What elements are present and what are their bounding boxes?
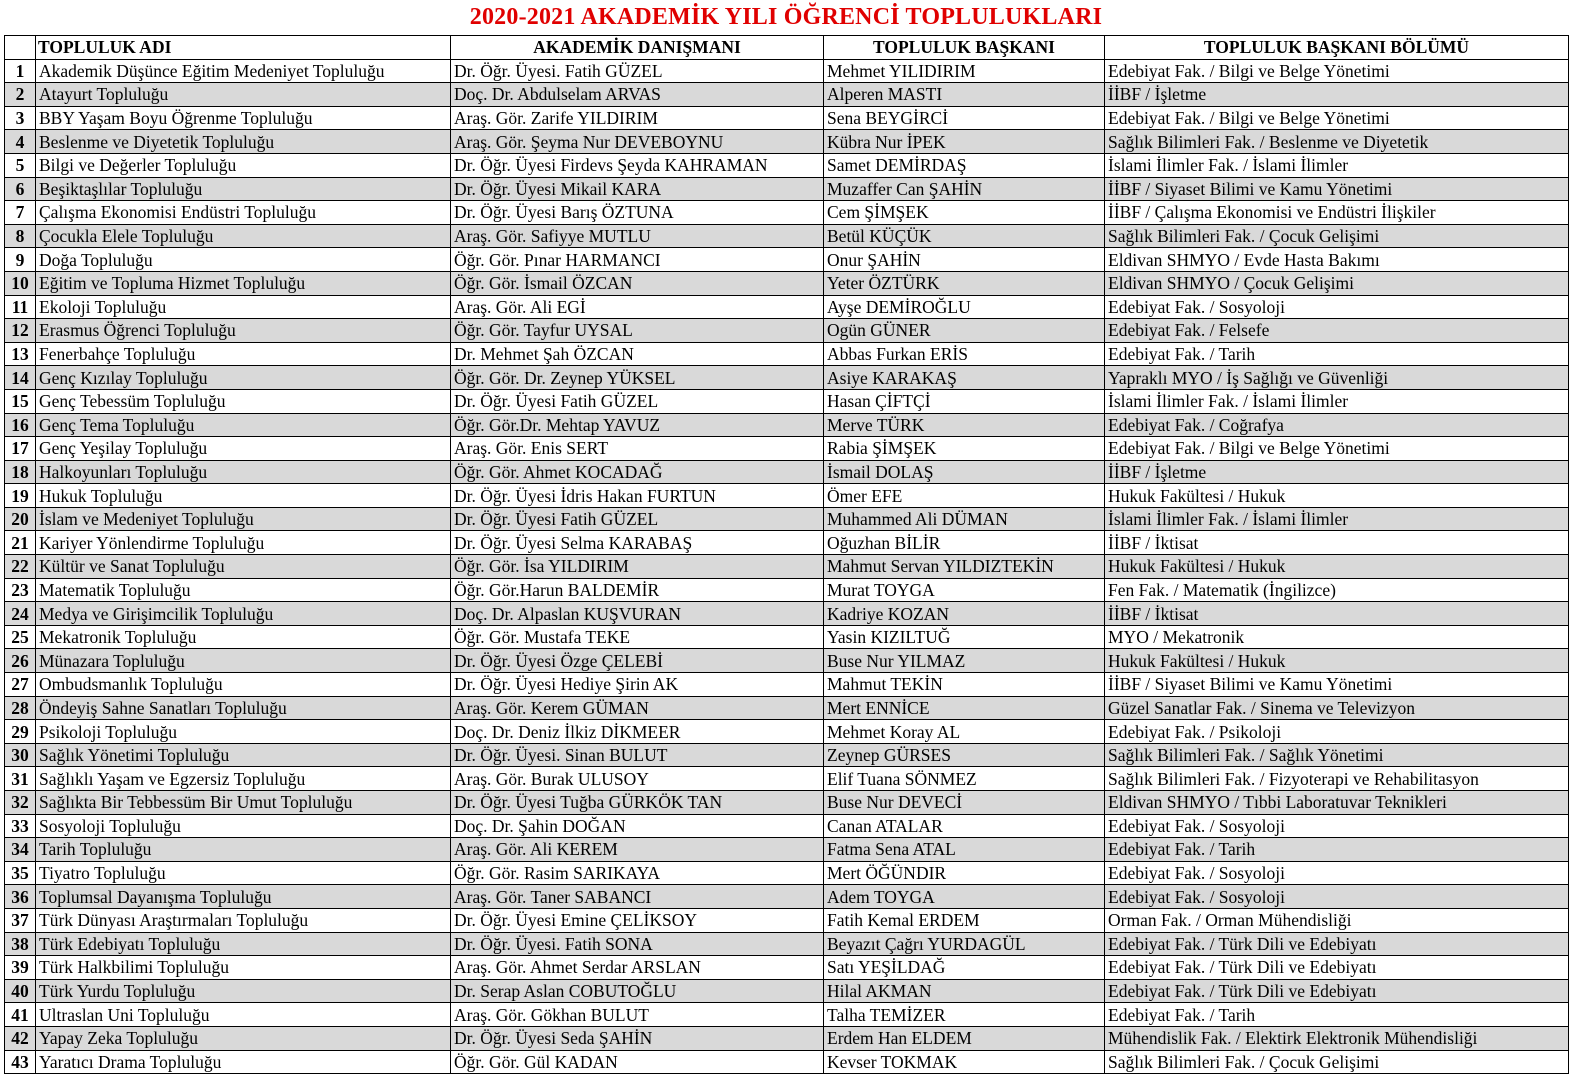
row-number: 27 xyxy=(5,673,36,697)
president-name: Muzaffer Can ŞAHİN xyxy=(824,177,1105,201)
community-name: Yapay Zeka Topluluğu xyxy=(36,1026,451,1050)
community-name: Erasmus Öğrenci Topluluğu xyxy=(36,319,451,343)
president-name: Mert ÖĞÜNDIR xyxy=(824,861,1105,885)
row-number: 13 xyxy=(5,342,36,366)
table-row xyxy=(5,83,1569,107)
table-row xyxy=(5,437,1569,461)
community-name: Kültür ve Sanat Topluluğu xyxy=(36,555,451,579)
president-name: Kadriye KOZAN xyxy=(824,602,1105,626)
president-department: İslami İlimler Fak. / İslami İlimler xyxy=(1105,507,1569,531)
row-number: 22 xyxy=(5,555,36,579)
community-name: Türk Halkbilimi Topluluğu xyxy=(36,956,451,980)
advisor-name: Doç. Dr. Alpaslan KUŞVURAN xyxy=(451,602,824,626)
president-department: Edebiyat Fak. / Tarih xyxy=(1105,1003,1569,1027)
communities-table xyxy=(4,35,1569,1074)
row-number: 24 xyxy=(5,602,36,626)
row-number: 30 xyxy=(5,743,36,767)
president-name: Ogün GÜNER xyxy=(824,319,1105,343)
community-name: Atayurt Topluluğu xyxy=(36,83,451,107)
president-name: Kübra Nur İPEK xyxy=(824,130,1105,154)
community-name: Yaratıcı Drama Topluluğu xyxy=(36,1050,451,1074)
header-no xyxy=(5,36,36,60)
table-row xyxy=(5,767,1569,791)
president-name: Muhammed Ali DÜMAN xyxy=(824,507,1105,531)
row-number: 4 xyxy=(5,130,36,154)
president-department: Eldivan SHMYO / Evde Hasta Bakımı xyxy=(1105,248,1569,272)
table-row xyxy=(5,578,1569,602)
president-name: Sena BEYGİRCİ xyxy=(824,106,1105,130)
community-name: Matematik Topluluğu xyxy=(36,578,451,602)
row-number: 28 xyxy=(5,696,36,720)
advisor-name: Araş. Gör. Şeyma Nur DEVEBOYNU xyxy=(451,130,824,154)
table-row xyxy=(5,201,1569,225)
table-row xyxy=(5,720,1569,744)
advisor-name: Dr. Öğr. Üyesi. Fatih GÜZEL xyxy=(451,59,824,83)
row-number: 21 xyxy=(5,531,36,555)
table-row xyxy=(5,342,1569,366)
president-department: Edebiyat Fak. / Bilgi ve Belge Yönetimi xyxy=(1105,437,1569,461)
advisor-name: Öğr. Gör.Dr. Mehtap YAVUZ xyxy=(451,413,824,437)
president-name: Kevser TOKMAK xyxy=(824,1050,1105,1074)
row-number: 18 xyxy=(5,460,36,484)
president-department: İslami İlimler Fak. / İslami İlimler xyxy=(1105,153,1569,177)
community-name: Ultraslan Uni Topluluğu xyxy=(36,1003,451,1027)
table-row xyxy=(5,649,1569,673)
community-name: Bilgi ve Değerler Topluluğu xyxy=(36,153,451,177)
table-row xyxy=(5,673,1569,697)
row-number: 15 xyxy=(5,389,36,413)
row-number: 6 xyxy=(5,177,36,201)
row-number: 10 xyxy=(5,271,36,295)
advisor-name: Dr. Öğr. Üyesi Emine ÇELİKSOY xyxy=(451,908,824,932)
table-row xyxy=(5,295,1569,319)
president-department: İslami İlimler Fak. / İslami İlimler xyxy=(1105,389,1569,413)
row-number: 42 xyxy=(5,1026,36,1050)
advisor-name: Araş. Gör. Enis SERT xyxy=(451,437,824,461)
president-name: Samet DEMİRDAŞ xyxy=(824,153,1105,177)
table-row xyxy=(5,885,1569,909)
president-department: Eldivan SHMYO / Tıbbi Laboratuvar Teknikleri xyxy=(1105,791,1569,815)
table-row xyxy=(5,743,1569,767)
president-name: Zeynep GÜRSES xyxy=(824,743,1105,767)
advisor-name: Dr. Öğr. Üyesi İdris Hakan FURTUN xyxy=(451,484,824,508)
president-department: Eldivan SHMYO / Çocuk Gelişimi xyxy=(1105,271,1569,295)
advisor-name: Öğr. Gör. Mustafa TEKE xyxy=(451,625,824,649)
president-department: Sağlık Bilimleri Fak. / Sağlık Yönetimi xyxy=(1105,743,1569,767)
president-department: Edebiyat Fak. / Sosyoloji xyxy=(1105,861,1569,885)
row-number: 31 xyxy=(5,767,36,791)
row-number: 1 xyxy=(5,59,36,83)
president-department: Edebiyat Fak. / Türk Dili ve Edebiyatı xyxy=(1105,956,1569,980)
row-number: 41 xyxy=(5,1003,36,1027)
table-row xyxy=(5,838,1569,862)
president-name: Ömer EFE xyxy=(824,484,1105,508)
president-department: İİBF / İşletme xyxy=(1105,460,1569,484)
row-number: 37 xyxy=(5,908,36,932)
president-department: Edebiyat Fak. / Tarih xyxy=(1105,838,1569,862)
advisor-name: Dr. Öğr. Üyesi Barış ÖZTUNA xyxy=(451,201,824,225)
community-name: Kariyer Yönlendirme Topluluğu xyxy=(36,531,451,555)
table-row xyxy=(5,932,1569,956)
row-number: 9 xyxy=(5,248,36,272)
community-name: Doğa Topluluğu xyxy=(36,248,451,272)
table-row xyxy=(5,1003,1569,1027)
table-row xyxy=(5,814,1569,838)
row-number: 19 xyxy=(5,484,36,508)
table-row xyxy=(5,460,1569,484)
president-name: Fatih Kemal ERDEM xyxy=(824,908,1105,932)
table-row xyxy=(5,319,1569,343)
president-department: Edebiyat Fak. / Bilgi ve Belge Yönetimi xyxy=(1105,59,1569,83)
community-name: Sağlıkta Bir Tebbessüm Bir Umut Topluluğu xyxy=(36,791,451,815)
advisor-name: Dr. Öğr. Üyesi Fatih GÜZEL xyxy=(451,389,824,413)
advisor-name: Doç. Dr. Şahin DOĞAN xyxy=(451,814,824,838)
table-row xyxy=(5,602,1569,626)
president-department: Hukuk Fakültesi / Hukuk xyxy=(1105,484,1569,508)
table-row xyxy=(5,555,1569,579)
row-number: 7 xyxy=(5,201,36,225)
advisor-name: Dr. Öğr. Üyesi Tuğba GÜRKÖK TAN xyxy=(451,791,824,815)
president-name: Abbas Furkan ERİS xyxy=(824,342,1105,366)
community-name: İslam ve Medeniyet Topluluğu xyxy=(36,507,451,531)
row-number: 20 xyxy=(5,507,36,531)
advisor-name: Doç. Dr. Abdulselam ARVAS xyxy=(451,83,824,107)
president-department: Edebiyat Fak. / Bilgi ve Belge Yönetimi xyxy=(1105,106,1569,130)
president-department: İİBF / İktisat xyxy=(1105,602,1569,626)
advisor-name: Araş. Gör. Gökhan BULUT xyxy=(451,1003,824,1027)
header-president-department: TOPLULUK BAŞKANI BÖLÜMÜ xyxy=(1105,36,1569,60)
advisor-name: Dr. Öğr. Üyesi. Sinan BULUT xyxy=(451,743,824,767)
table-row xyxy=(5,1026,1569,1050)
header-row xyxy=(5,36,1569,60)
advisor-name: Öğr. Gör. Tayfur UYSAL xyxy=(451,319,824,343)
president-name: Asiye KARAKAŞ xyxy=(824,366,1105,390)
advisor-name: Öğr. Gör. Dr. Zeynep YÜKSEL xyxy=(451,366,824,390)
president-department: Edebiyat Fak. / Sosyoloji xyxy=(1105,814,1569,838)
advisor-name: Araş. Gör. Burak ULUSOY xyxy=(451,767,824,791)
president-name: Mert ENNİCE xyxy=(824,696,1105,720)
page-title: 2020-2021 AKADEMİK YILI ÖĞRENCİ TOPLULUKLARI xyxy=(469,4,1103,30)
community-name: Genç Yeşilay Topluluğu xyxy=(36,437,451,461)
row-number: 11 xyxy=(5,295,36,319)
row-number: 2 xyxy=(5,83,36,107)
president-name: Satı YEŞİLDAĞ xyxy=(824,956,1105,980)
president-name: Adem TOYGA xyxy=(824,885,1105,909)
advisor-name: Araş. Gör. Kerem GÜMAN xyxy=(451,696,824,720)
table-row xyxy=(5,791,1569,815)
community-name: Tarih Topluluğu xyxy=(36,838,451,862)
president-name: Alperen MASTI xyxy=(824,83,1105,107)
table-row xyxy=(5,366,1569,390)
advisor-name: Dr. Öğr. Üyesi Firdevs Şeyda KAHRAMAN xyxy=(451,153,824,177)
row-number: 38 xyxy=(5,932,36,956)
advisor-name: Dr. Öğr. Üyesi. Fatih SONA xyxy=(451,932,824,956)
community-name: Öndeyiş Sahne Sanatları Topluluğu xyxy=(36,696,451,720)
advisor-name: Araş. Gör. Safiyye MUTLU xyxy=(451,224,824,248)
community-name: Beslenme ve Diyetetik Topluluğu xyxy=(36,130,451,154)
advisor-name: Öğr. Gör.Harun BALDEMİR xyxy=(451,578,824,602)
row-number: 17 xyxy=(5,437,36,461)
table-row xyxy=(5,979,1569,1003)
row-number: 16 xyxy=(5,413,36,437)
row-number: 5 xyxy=(5,153,36,177)
president-department: İİBF / Siyaset Bilimi ve Kamu Yönetimi xyxy=(1105,177,1569,201)
table-row xyxy=(5,130,1569,154)
advisor-name: Dr. Öğr. Üyesi Seda ŞAHİN xyxy=(451,1026,824,1050)
advisor-name: Dr. Öğr. Üyesi Özge ÇELEBİ xyxy=(451,649,824,673)
advisor-name: Dr. Öğr. Üyesi Mikail KARA xyxy=(451,177,824,201)
president-department: Sağlık Bilimleri Fak. / Çocuk Gelişimi xyxy=(1105,224,1569,248)
president-name: Cem ŞİMŞEK xyxy=(824,201,1105,225)
table-row xyxy=(5,248,1569,272)
row-number: 12 xyxy=(5,319,36,343)
advisor-name: Araş. Gör. Zarife YILDIRIM xyxy=(451,106,824,130)
president-department: Sağlık Bilimleri Fak. / Beslenme ve Diyetetik xyxy=(1105,130,1569,154)
table-row xyxy=(5,484,1569,508)
president-name: Yeter ÖZTÜRK xyxy=(824,271,1105,295)
president-department: Mühendislik Fak. / Elektirk Elektronik Mühendisliği xyxy=(1105,1026,1569,1050)
table-row xyxy=(5,861,1569,885)
president-department: İİBF / İktisat xyxy=(1105,531,1569,555)
row-number: 25 xyxy=(5,625,36,649)
president-department: İİBF / Çalışma Ekonomisi ve Endüstri İlişkiler xyxy=(1105,201,1569,225)
community-name: Türk Yurdu Topluluğu xyxy=(36,979,451,1003)
row-number: 35 xyxy=(5,861,36,885)
president-department: İİBF / Siyaset Bilimi ve Kamu Yönetimi xyxy=(1105,673,1569,697)
president-name: Oğuzhan BİLİR xyxy=(824,531,1105,555)
president-department: Edebiyat Fak. / Sosyoloji xyxy=(1105,295,1569,319)
community-name: Toplumsal Dayanışma Topluluğu xyxy=(36,885,451,909)
advisor-name: Araş. Gör. Ahmet Serdar ARSLAN xyxy=(451,956,824,980)
row-number: 26 xyxy=(5,649,36,673)
table-row xyxy=(5,271,1569,295)
president-department: Edebiyat Fak. / Türk Dili ve Edebiyatı xyxy=(1105,932,1569,956)
president-name: Erdem Han ELDEM xyxy=(824,1026,1105,1050)
advisor-name: Araş. Gör. Taner SABANCI xyxy=(451,885,824,909)
president-name: Hasan ÇİFTÇİ xyxy=(824,389,1105,413)
president-name: Merve TÜRK xyxy=(824,413,1105,437)
row-number: 29 xyxy=(5,720,36,744)
president-name: Yasin KIZILTUĞ xyxy=(824,625,1105,649)
advisor-name: Dr. Mehmet Şah ÖZCAN xyxy=(451,342,824,366)
community-name: Tiyatro Topluluğu xyxy=(36,861,451,885)
president-department: Edebiyat Fak. / Psikoloji xyxy=(1105,720,1569,744)
table-row xyxy=(5,531,1569,555)
table-row xyxy=(5,1050,1569,1074)
advisor-name: Araş. Gör. Ali KEREM xyxy=(451,838,824,862)
president-name: Buse Nur YILMAZ xyxy=(824,649,1105,673)
community-name: Hukuk Topluluğu xyxy=(36,484,451,508)
community-name: Eğitim ve Topluma Hizmet Topluluğu xyxy=(36,271,451,295)
president-name: Fatma Sena ATAL xyxy=(824,838,1105,862)
president-name: Ayşe DEMİROĞLU xyxy=(824,295,1105,319)
community-name: Çalışma Ekonomisi Endüstri Topluluğu xyxy=(36,201,451,225)
table-row xyxy=(5,106,1569,130)
advisor-name: Öğr. Gör. Gül KADAN xyxy=(451,1050,824,1074)
president-name: Murat TOYGA xyxy=(824,578,1105,602)
president-name: Mehmet YILIDIRIM xyxy=(824,59,1105,83)
president-department: Edebiyat Fak. / Felsefe xyxy=(1105,319,1569,343)
community-name: Türk Edebiyatı Topluluğu xyxy=(36,932,451,956)
president-department: Orman Fak. / Orman Mühendisliği xyxy=(1105,908,1569,932)
header-advisor: AKADEMİK DANIŞMANI xyxy=(451,36,824,60)
community-name: Sağlık Yönetimi Topluluğu xyxy=(36,743,451,767)
community-name: Çocukla Elele Topluluğu xyxy=(36,224,451,248)
community-name: Genç Tema Topluluğu xyxy=(36,413,451,437)
community-name: Akademik Düşünce Eğitim Medeniyet Topluluğu xyxy=(36,59,451,83)
president-name: Onur ŞAHİN xyxy=(824,248,1105,272)
row-number: 8 xyxy=(5,224,36,248)
table-row xyxy=(5,908,1569,932)
president-name: Buse Nur DEVECİ xyxy=(824,791,1105,815)
header-president: TOPLULUK BAŞKANI xyxy=(824,36,1105,60)
president-department: Edebiyat Fak. / Coğrafya xyxy=(1105,413,1569,437)
president-name: Mahmut Servan YILDIZTEKİN xyxy=(824,555,1105,579)
row-number: 39 xyxy=(5,956,36,980)
table-row xyxy=(5,153,1569,177)
community-name: Türk Dünyası Araştırmaları Topluluğu xyxy=(36,908,451,932)
community-name: Ekoloji Topluluğu xyxy=(36,295,451,319)
table-row xyxy=(5,956,1569,980)
community-name: Beşiktaşlılar Topluluğu xyxy=(36,177,451,201)
table-row xyxy=(5,413,1569,437)
president-department: Sağlık Bilimleri Fak. / Çocuk Gelişimi xyxy=(1105,1050,1569,1074)
advisor-name: Öğr. Gör. Rasim SARIKAYA xyxy=(451,861,824,885)
community-name: Psikoloji Topluluğu xyxy=(36,720,451,744)
table-row xyxy=(5,507,1569,531)
president-name: Hilal AKMAN xyxy=(824,979,1105,1003)
advisor-name: Dr. Serap Aslan COBUTOĞLU xyxy=(451,979,824,1003)
advisor-name: Araş. Gör. Ali EGİ xyxy=(451,295,824,319)
president-name: Rabia ŞİMŞEK xyxy=(824,437,1105,461)
advisor-name: Doç. Dr. Deniz İlkiz DİKMEER xyxy=(451,720,824,744)
advisor-name: Dr. Öğr. Üyesi Fatih GÜZEL xyxy=(451,507,824,531)
advisor-name: Öğr. Gör. Ahmet KOCADAĞ xyxy=(451,460,824,484)
community-name: Münazara Topluluğu xyxy=(36,649,451,673)
president-department: Edebiyat Fak. / Tarih xyxy=(1105,342,1569,366)
row-number: 33 xyxy=(5,814,36,838)
community-name: BBY Yaşam Boyu Öğrenme Topluluğu xyxy=(36,106,451,130)
community-name: Sosyoloji Topluluğu xyxy=(36,814,451,838)
president-department: Hukuk Fakültesi / Hukuk xyxy=(1105,649,1569,673)
president-name: Talha TEMİZER xyxy=(824,1003,1105,1027)
table-row xyxy=(5,177,1569,201)
president-name: Canan ATALAR xyxy=(824,814,1105,838)
table-row xyxy=(5,389,1569,413)
president-department: Edebiyat Fak. / Sosyoloji xyxy=(1105,885,1569,909)
president-name: Betül KÜÇÜK xyxy=(824,224,1105,248)
row-number: 32 xyxy=(5,791,36,815)
president-department: Hukuk Fakültesi / Hukuk xyxy=(1105,555,1569,579)
president-name: Beyazıt Çağrı YURDAGÜL xyxy=(824,932,1105,956)
row-number: 23 xyxy=(5,578,36,602)
community-name: Genç Kızılay Topluluğu xyxy=(36,366,451,390)
row-number: 14 xyxy=(5,366,36,390)
community-name: Medya ve Girişimcilik Topluluğu xyxy=(36,602,451,626)
community-name: Mekatronik Topluluğu xyxy=(36,625,451,649)
president-department: Fen Fak. / Matematik (İngilizce) xyxy=(1105,578,1569,602)
president-department: İİBF / İşletme xyxy=(1105,83,1569,107)
president-name: Mahmut TEKİN xyxy=(824,673,1105,697)
advisor-name: Dr. Öğr. Üyesi Hediye Şirin AK xyxy=(451,673,824,697)
president-department: Yapraklı MYO / İş Sağlığı ve Güvenliği xyxy=(1105,366,1569,390)
community-name: Ombudsmanlık Topluluğu xyxy=(36,673,451,697)
table-row xyxy=(5,696,1569,720)
community-name: Sağlıklı Yaşam ve Egzersiz Topluluğu xyxy=(36,767,451,791)
president-department: Edebiyat Fak. / Türk Dili ve Edebiyatı xyxy=(1105,979,1569,1003)
community-name: Fenerbahçe Topluluğu xyxy=(36,342,451,366)
advisor-name: Dr. Öğr. Üyesi Selma KARABAŞ xyxy=(451,531,824,555)
advisor-name: Öğr. Gör. Pınar HARMANCI xyxy=(451,248,824,272)
header-community-name: TOPLULUK ADI xyxy=(36,36,451,60)
president-name: İsmail DOLAŞ xyxy=(824,460,1105,484)
president-name: Mehmet Koray AL xyxy=(824,720,1105,744)
advisor-name: Öğr. Gör. İsmail ÖZCAN xyxy=(451,271,824,295)
table-row xyxy=(5,59,1569,83)
president-department: Güzel Sanatlar Fak. / Sinema ve Televizyon xyxy=(1105,696,1569,720)
community-name: Genç Tebessüm Topluluğu xyxy=(36,389,451,413)
row-number: 34 xyxy=(5,838,36,862)
table-row xyxy=(5,224,1569,248)
president-department: MYO / Mekatronik xyxy=(1105,625,1569,649)
president-department: Sağlık Bilimleri Fak. / Fizyoterapi ve Rehabilitasyon xyxy=(1105,767,1569,791)
row-number: 43 xyxy=(5,1050,36,1074)
row-number: 40 xyxy=(5,979,36,1003)
advisor-name: Öğr. Gör. İsa YILDIRIM xyxy=(451,555,824,579)
row-number: 36 xyxy=(5,885,36,909)
table-row xyxy=(5,625,1569,649)
community-name: Halkoyunları Topluluğu xyxy=(36,460,451,484)
president-name: Elif Tuana SÖNMEZ xyxy=(824,767,1105,791)
row-number: 3 xyxy=(5,106,36,130)
